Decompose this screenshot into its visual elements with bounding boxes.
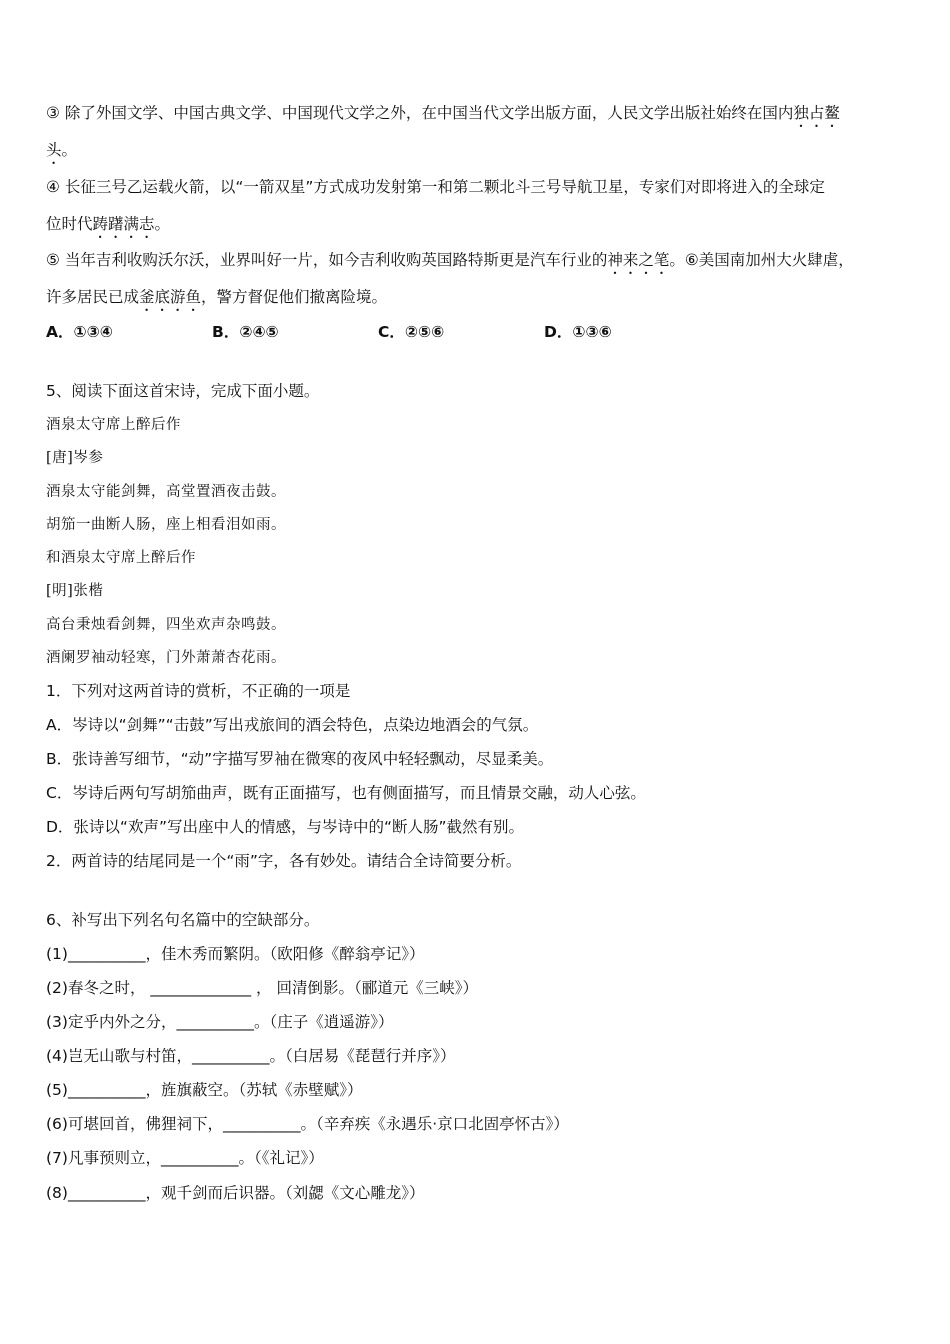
q6-item: (6)可堪回首，佛狸祠下，__________。（辛弃疾《永遇乐·京口北固亭怀古》）	[46, 1115, 569, 1133]
sentence-3-period: 。	[61, 141, 78, 159]
sentence-5-text: ⑤ 当年吉利收购沃尔沃，业界叫好一片，如今吉利收购英国路特斯更是汽车行业的	[46, 251, 608, 269]
sentence-4-cont	[46, 212, 170, 242]
poem-line: 酒泉太守能剑舞，高堂置酒夜击鼓。	[46, 484, 286, 500]
q5-choice-d[interactable]: D．张诗以“欢声”写出座中人的情感，与岑诗中的“断人肠”截然有别。	[46, 818, 525, 836]
option-a[interactable]: A．①③④	[46, 323, 113, 341]
q5-choice-c[interactable]: C．岑诗后两句写胡笳曲声，既有正面描写，也有侧面描写，而且情景交融，动人心弦。	[46, 784, 646, 802]
q5-intro: 5、阅读下面这首宋诗，完成下面小题。	[46, 382, 320, 400]
poem-line: 酒阑罗袖动轻寒，门外萧萧杏花雨。	[46, 650, 286, 666]
poem-line: 酒泉太守席上醉后作	[46, 417, 181, 433]
poem-line: [唐]岑参	[46, 450, 104, 466]
option-b[interactable]: B．②④⑤	[212, 323, 279, 341]
q6-item: (1)__________，佳木秀而繁阴。（欧阳修《醉翁亭记》）	[46, 945, 425, 963]
sentence-3-dotted-phrase-end: 头	[46, 141, 62, 159]
q6-item: (8)__________，观千剑而后识器。（刘勰《文心雕龙》）	[46, 1184, 425, 1202]
q5-choice-b[interactable]: B．张诗善写细节，“动”字描写罗袖在微寒的夜风中轻轻飘动，尽显柔美。	[46, 750, 554, 768]
sentence-3	[46, 101, 840, 131]
poem-line: 高台秉烛看剑舞，四坐欢声杂鸣鼓。	[46, 617, 286, 633]
poem-line: 胡笳一曲断人肠，座上相看泪如雨。	[46, 517, 286, 533]
q6-intro: 6、补写出下列名句名篇中的空缺部分。	[46, 911, 320, 929]
sentence-4-text: ④ 长征三号乙运载火箭，以“一箭双星”方式成功发射第一和第二颗北斗三号导航卫星，专家们对即将进入的全球定	[46, 178, 825, 196]
q5-sub2: 2．两首诗的结尾同是一个“雨”字，各有妙处。请结合全诗简要分析。	[46, 852, 522, 870]
sentence-4-dotted-phrase: 踌躇满志	[92, 215, 155, 233]
sentence-5	[46, 248, 854, 278]
q6-item: (5)__________，旌旗蔽空。（苏轼《赤壁赋》）	[46, 1081, 363, 1099]
sentence-6	[46, 285, 387, 315]
sentence-4-text-cont: 位时代	[46, 215, 93, 233]
q5-choice-a[interactable]: A．岑诗以“剑舞”“击鼓”写出戎旅间的酒会特色，点染边地酒会的气氛。	[46, 716, 539, 734]
sentence-4	[46, 175, 825, 197]
sentence-3-cont	[46, 138, 77, 168]
option-d[interactable]: D．①③⑥	[544, 323, 612, 341]
sentence-6-dotted-phrase: 釜底游鱼	[139, 288, 202, 306]
sentence-6-start: 。⑥美国南加州大火肆虐，	[669, 251, 854, 269]
sentence-3-dotted-phrase: 独占鳌	[793, 104, 840, 122]
sentence-6-text-end: ，警方督促他们撤离险境。	[201, 288, 388, 306]
q6-item: (3)定乎内外之分，__________。（庄子《逍遥游》）	[46, 1013, 394, 1031]
option-c[interactable]: C．②⑤⑥	[378, 323, 445, 341]
sentence-5-dotted-phrase: 神来之笔	[607, 251, 670, 269]
poem-line: [明]张楷	[46, 583, 104, 599]
sentence-3-text: ③ 除了外国文学、中国古典文学、中国现代文学之外，在中国当代文学出版方面，人民文学出版社始终在国内	[46, 104, 794, 122]
q6-item: (2)春冬之时， _____________ ， 回清倒影。（郦道元《三峡》）	[46, 979, 478, 997]
q6-item: (7)凡事预则立，__________。（《礼记》）	[46, 1149, 324, 1167]
sentence-4-period: 。	[154, 215, 171, 233]
q6-item: (4)岂无山歌与村笛，__________。（白居易《琵琶行并序》）	[46, 1047, 456, 1065]
q5-sub1: 1．下列对这两首诗的赏析，不正确的一项是	[46, 682, 351, 700]
sentence-6-text: 许多居民已成	[46, 288, 140, 306]
q4-options	[46, 320, 710, 342]
poem-line: 和酒泉太守席上醉后作	[46, 550, 196, 566]
